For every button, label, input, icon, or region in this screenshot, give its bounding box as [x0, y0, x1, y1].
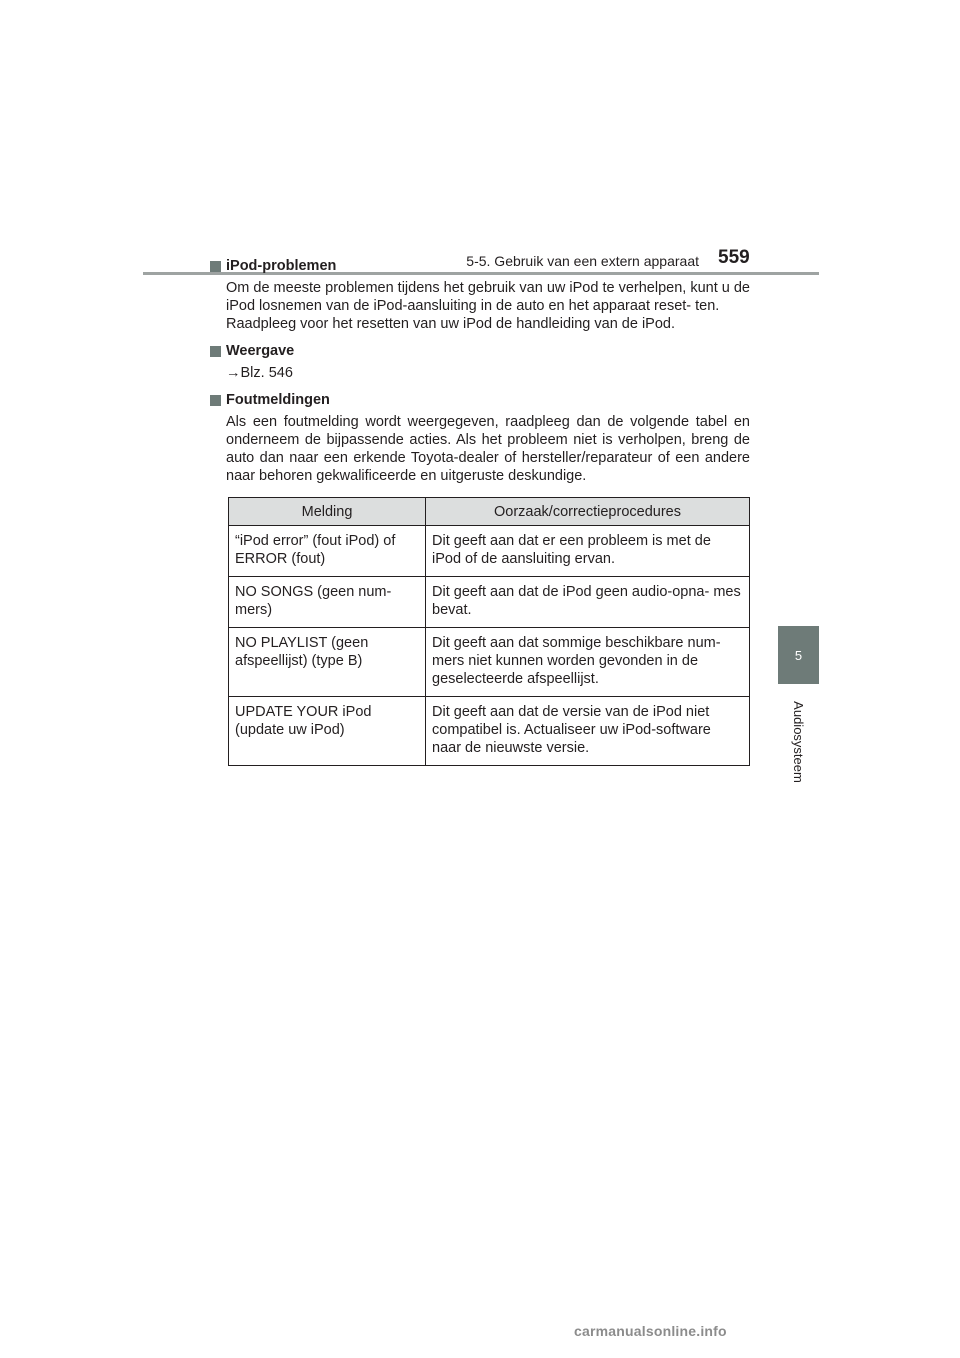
table-cell-message: NO PLAYLIST (geen afspeellijst) (type B): [229, 628, 426, 697]
section-error-messages: [210, 391, 750, 485]
table-cell-cause: Dit geeft aan dat de versie van de iPod niet compatibel is. Actualiseer uw iPod-software naar de nieuwste versie.: [426, 697, 750, 766]
table-cell-cause: Dit geeft aan dat sommige beschikbare num- mers niet kunnen worden gevonden in de geselecteerde afspeellijst.: [426, 628, 750, 697]
page-content: [210, 257, 750, 494]
paragraph-text: Raadpleeg voor het resetten van uw iPod de handleiding van de iPod.: [226, 316, 676, 332]
section-heading-text: Weergave: [226, 343, 295, 359]
table-cell-message: UPDATE YOUR iPod (update uw iPod): [229, 697, 426, 766]
table-row: [229, 628, 750, 697]
running-header-section: 5-5. Gebruik van een extern apparaat: [466, 253, 699, 269]
watermark: carmanualsonline.info: [574, 1323, 727, 1339]
section-heading: [210, 391, 750, 409]
table-cell-message: “iPod error” (fout iPod) of ERROR (fout): [229, 526, 426, 577]
table-row: [229, 526, 750, 577]
table-row: [229, 697, 750, 766]
table-cell-cause: Dit geeft aan dat de iPod geen audio-opna- mes bevat.: [426, 577, 750, 628]
page-reference: →Blz. 546: [226, 365, 293, 381]
chapter-tab: [778, 626, 819, 684]
section-ipod-problems: [210, 257, 750, 333]
error-message-table: [228, 497, 750, 766]
section-display: [210, 342, 750, 382]
section-heading-text: iPod-problemen: [226, 258, 337, 274]
paragraph: [226, 279, 750, 333]
table-cell-message: NO SONGS (geen num- mers): [229, 577, 426, 628]
table-row: [229, 577, 750, 628]
chapter-label: Audiosysteem: [791, 701, 806, 783]
square-bullet-icon: [210, 346, 221, 357]
section-heading: [210, 342, 750, 360]
paragraph: Als een foutmelding wordt weergegeven, raadpleeg dan de volgende tabel en onderneem de bijpassende acties. Als het probleem niet is verholpen, breng de auto dan naar een erkende Toyota-dealer of hersteller/reparateur of een andere naar behoren gekwalificeerde en uitgeruste deskundige.: [226, 414, 750, 484]
paragraph-text: Om de meeste problemen tijdens het gebruik van uw iPod te verhelpen, kunt u de iPod losnemen van de iPod-aansluiting in de auto en het apparaat reset- ten.: [226, 280, 750, 314]
table-header-cell: Oorzaak/correctieprocedures: [426, 498, 750, 526]
square-bullet-icon: [210, 395, 221, 406]
table-cell-cause: Dit geeft aan dat er een probleem is met de iPod of de aansluiting ervan.: [426, 526, 750, 577]
chapter-number: 5: [794, 647, 803, 663]
square-bullet-icon: [210, 261, 221, 272]
page-number: 559: [718, 247, 750, 268]
table-header-row: [229, 498, 750, 526]
section-heading-text: Foutmeldingen: [226, 392, 330, 408]
section-heading: [210, 257, 750, 275]
table-header-cell: Melding: [229, 498, 426, 526]
